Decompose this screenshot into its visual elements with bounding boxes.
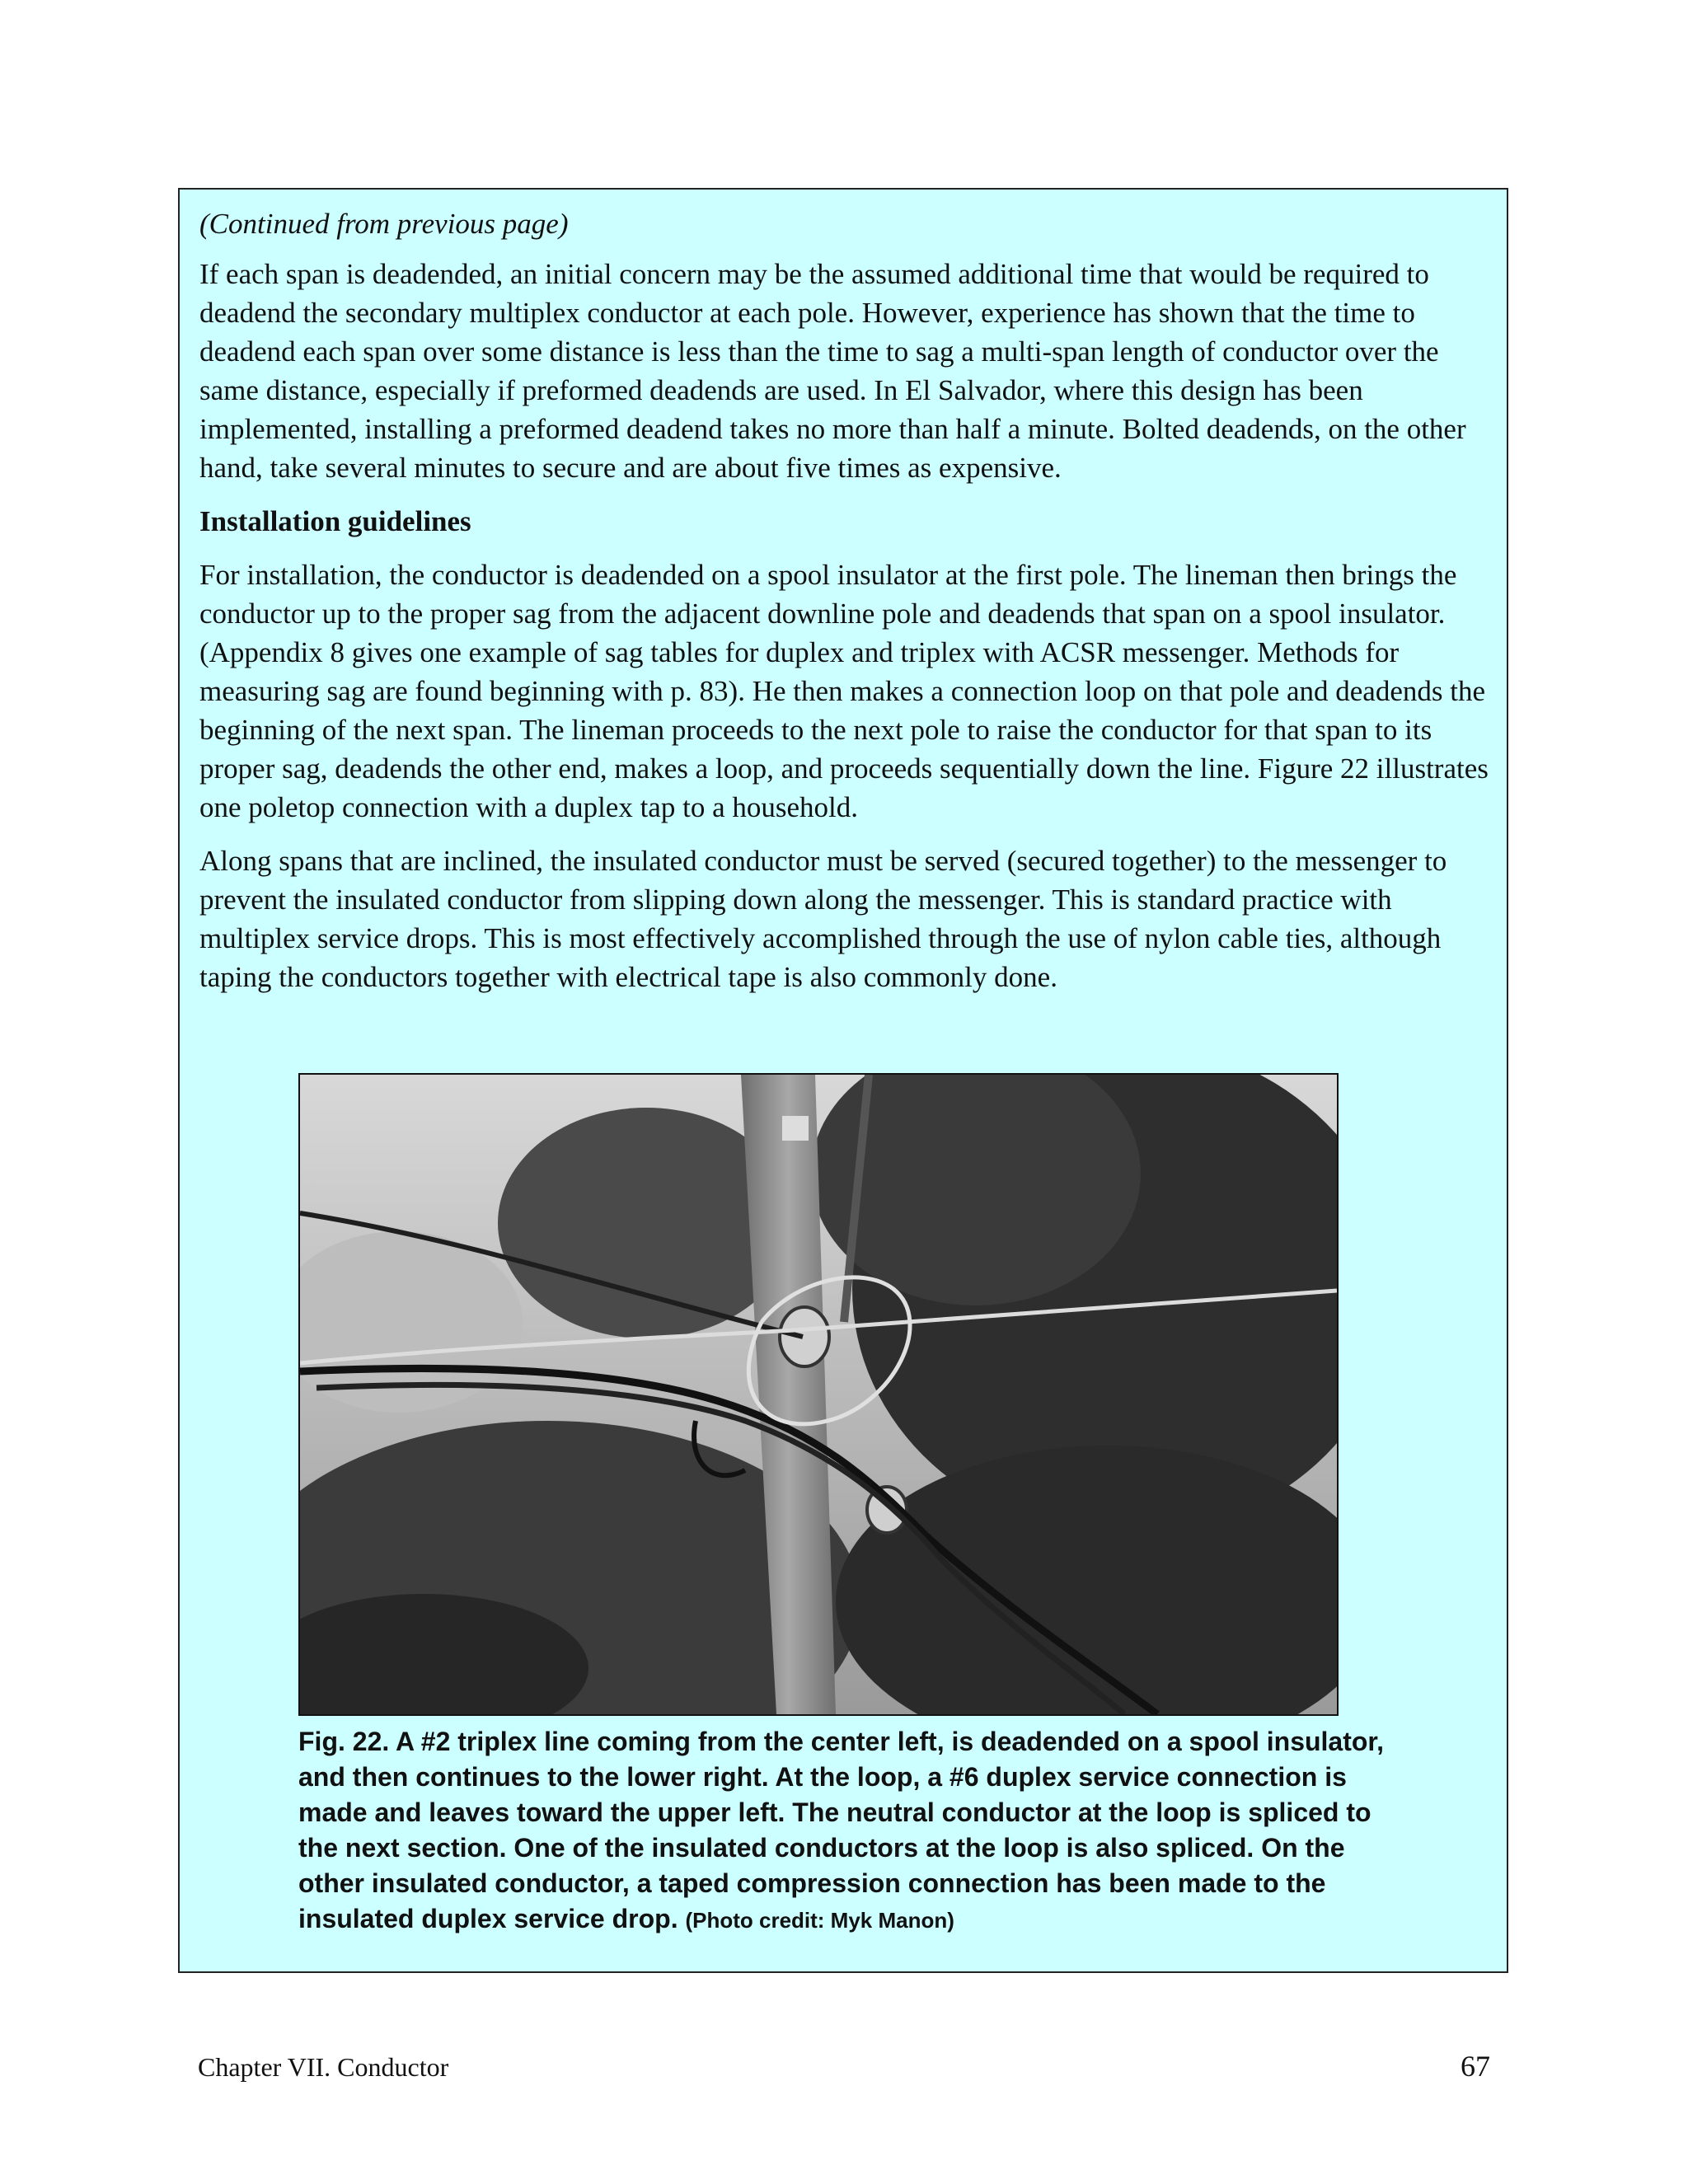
section-heading: Installation guidelines (199, 505, 471, 537)
continued-note: (Continued from previous page) (199, 208, 569, 240)
sidebar-text (199, 204, 1490, 1011)
pole-photo-illustration (300, 1075, 1337, 1714)
figure-caption (298, 1724, 1386, 1938)
paragraph-installation: For installation, the conductor is deadended on a spool insulator at the first pole. The lineman then brings the conductor up to the proper sag from the adjacent downline pole and deadends that span on a spool insulator. (Appendix 8 gives one example of sag tables for duplex and triplex with ACSR messenger. Methods for measuring sag are found beginning with p. 83). He then makes a connection loop on that pole and deadends the beginning of the next span. The lineman proceeds to the next pole to raise the conductor for that span to its proper sag, deadends the other end, makes a loop, and proceeds sequentially down the line. Figure 22 illustrates one poletop connection with a duplex tap to a household. (199, 559, 1489, 823)
paragraph-inclined-spans: Along spans that are inclined, the insulated conductor must be served (secured together) to the messenger to prevent the insulated conductor from slipping down along the messenger. This is standard practice with multiplex service drops. This is most effectively accomplished through the use of nylon cable ties, although taping the conductors together with electrical tape is also commonly done. (199, 845, 1447, 993)
sidebar-panel (178, 188, 1508, 1973)
photo-credit: (Photo credit: Myk Manon) (685, 1908, 954, 1933)
footer-chapter: Chapter VII. Conductor (198, 2052, 449, 2082)
caption-text: Fig. 22. A #2 triplex line coming from the center left, is deadended on a spool insulator, and then continues to the lower right. At the loop, a #6 duplex service connection is made and leaves toward the upper left. The neutral conductor at the loop is spliced to the next section. One of the insulated conductors at the loop is also spliced. On the other insulated conductor, a taped compression connection has been made to the insulated duplex service drop. (298, 1727, 1384, 1933)
paragraph-deadend-time: If each span is deadended, an initial concern may be the assumed additional time that would be required to deadend the secondary multiplex conductor at each pole. However, experience has shown that the time to deadend each span over some distance is less than the time to sag a multi-span length of conductor over the same distance, especially if preformed deadends are used. In El Salvador, where this design has been implemented, installing a preformed deadend takes no more than half a minute. Bolted deadends, on the other hand, take several minutes to secure and are about five times as expensive. (199, 258, 1466, 484)
page-number: 67 (1461, 2050, 1490, 2083)
figure-photo (298, 1073, 1339, 1716)
